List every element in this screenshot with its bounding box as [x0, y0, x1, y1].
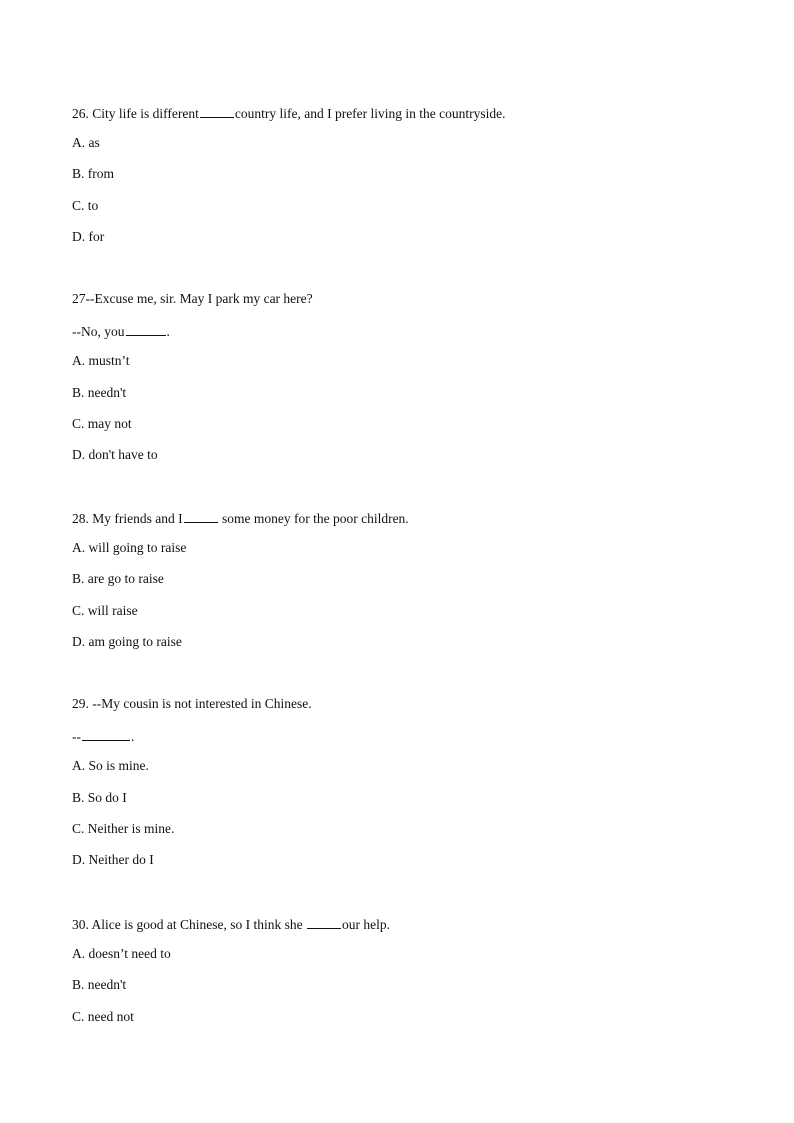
option-a: A. doesn’t need to [72, 946, 171, 962]
question-stem [72, 510, 732, 541]
answer-blank [184, 510, 218, 523]
stem-text: 26. City life is different [72, 106, 199, 121]
reply-text: -- [72, 729, 81, 745]
option-b: B. needn't [72, 977, 127, 993]
option-d: D. am going to raise [72, 633, 182, 649]
stem-text: 30. Alice is good at Chinese, so I think she [72, 917, 306, 932]
stem-text: our help. [341, 917, 390, 932]
answer-blank [307, 916, 341, 929]
option-a: A. mustn’t [72, 353, 130, 369]
option-c: C. may not [72, 415, 132, 431]
reply-text: . [131, 729, 135, 745]
option-d: D. for [72, 228, 105, 244]
question-stem [72, 105, 732, 136]
reply-text: . [166, 324, 170, 340]
question-stem [72, 916, 732, 947]
option-b: B. So do I [72, 789, 127, 805]
question-26 [72, 105, 732, 261]
option-c: C. Neither is mine. [72, 820, 175, 836]
answer-blank [200, 105, 234, 118]
answer-blank [82, 728, 130, 741]
reply-text: --No, you [72, 324, 125, 340]
option-c: C. need not [72, 1008, 134, 1024]
question-27 [72, 292, 732, 479]
question-29 [72, 697, 732, 884]
stem-text: country life, and I prefer living in the countryside. [234, 106, 506, 121]
question-stem: 29. --My cousin is not interested in Chinese. [72, 696, 312, 711]
option-a: A. as [72, 135, 100, 151]
question-28 [72, 510, 732, 666]
option-b: B. are go to raise [72, 571, 164, 587]
stem-text: 28. My friends and I [72, 511, 183, 526]
option-a: A. will going to raise [72, 540, 187, 556]
option-b: B. needn't [72, 384, 127, 400]
option-d: D. Neither do I [72, 851, 154, 867]
dialogue-reply [72, 323, 732, 354]
option-d: D. don't have to [72, 446, 158, 462]
question-30 [72, 916, 732, 1041]
answer-blank [126, 323, 166, 336]
stem-text: some money for the poor children. [218, 511, 409, 526]
option-c: C. to [72, 197, 99, 213]
dialogue-reply [72, 728, 732, 759]
option-c: C. will raise [72, 602, 138, 618]
question-stem: 27--Excuse me, sir. May I park my car here? [72, 291, 313, 306]
option-b: B. from [72, 166, 114, 182]
option-a: A. So is mine. [72, 758, 149, 774]
